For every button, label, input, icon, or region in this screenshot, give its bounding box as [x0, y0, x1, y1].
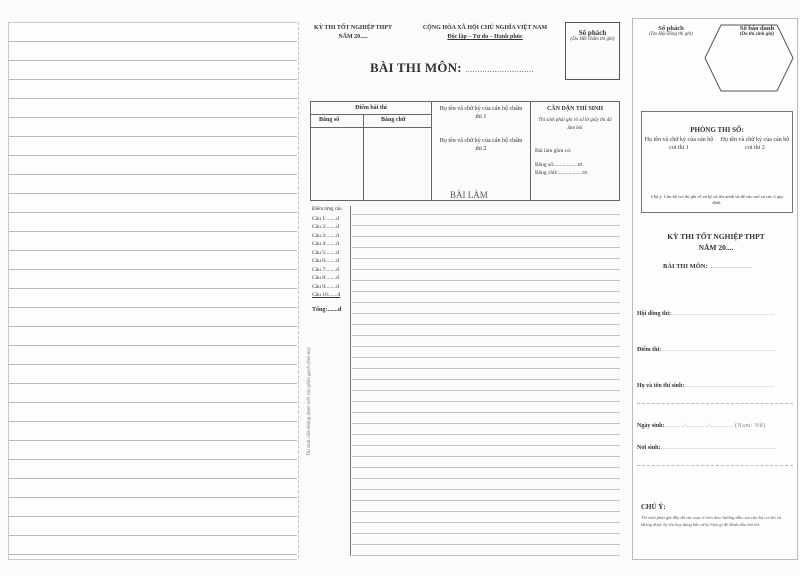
exam-heading: KỲ THI TỐT NGHIỆP THPT NĂM 20..... [314, 25, 392, 40]
score-table [310, 101, 620, 201]
question-score: Câu 7:.......đ [312, 266, 339, 273]
question-score: Câu 5:.......đ [312, 249, 339, 256]
field-ho-ten-thi-sinh: Họ và tên thí sinh:............................................. [637, 383, 775, 389]
question-score: Câu 2:.......đ [312, 224, 339, 230]
question-score: Câu 4:.......đ [312, 241, 339, 247]
score-column: Điểm bài thi Bằng số Bằng chữ [311, 102, 432, 200]
question-score: Câu 8:.......đ [312, 275, 339, 281]
question-score: Câu 1:.......đ [312, 215, 339, 222]
right-so-phach: Số phách (Do Hội đồng thi ghi) [649, 25, 693, 37]
field-hoi-dong-thi: Hội đồng thi:.................................................... [637, 311, 776, 317]
field-noi-sinh: Nơi sinh:.......................................................... [637, 445, 777, 451]
national-heading: CỘNG HÒA XÃ HỘI CHỦ NGHĨA VIỆT NAM Độc lập – Tự do – Hạnh phúc [422, 25, 548, 40]
question-score: Câu 3:.......đ [312, 232, 339, 239]
question-score: Câu 9:.......đ [312, 283, 339, 290]
question-scores: Điểm từng câu Câu 1:.......đ Câu 2:.......đ Câu 3:.......đ Câu 4:.......đ Câu 5:.......đ Câu 6:.......đ Câu 7:.......đ Câu 8:.......đ Câu 9:.......đ Câu 10:......đ Tổng:.......đ Thí sinh cấm không được viết vào phần gạch chéo này [310, 206, 351, 556]
examiner-column: Họ tên và chữ ký của cán bộ chấm thi 1 Họ tên và chữ ký của cán bộ chấm thi 2 [432, 102, 531, 200]
answer-sheet-center [300, 18, 625, 558]
answer-lines [352, 204, 620, 556]
question-score: Câu 10:......đ [312, 292, 341, 298]
phong-thi-box: PHÒNG THI SỐ: Họ tên và chữ ký của cán bộ coi thi 1 Họ tên và chữ ký của cán bộ coi thi 2 Chú ý: Cán bộ coi thi ghi rõ và ký và tên mình và để vào nơi và các ô quy định. [641, 111, 793, 213]
so-bao-danh: Số báo danh (Do thí sinh ghi) [739, 25, 775, 37]
question-score: Câu 6:.......đ [312, 258, 339, 264]
lined-answer-page [8, 22, 297, 560]
subject-title: BÀI THI MÔN: ............................ [370, 60, 534, 75]
total-score: Tổng:.......đ [312, 306, 342, 313]
field-diem-thi: Điểm thi:.......................................................... [637, 347, 778, 353]
field-ngay-sinh: Ngày sinh:........../.........../............(Nam/ Nữ) [637, 423, 766, 429]
chu-y-note: CHÚ Ý: Thí sinh phải ghi đầy đủ các mục ở trên theo hướng dẫn của cán bộ coi thi và không được ký tên hay dùng bất cứ ký hiệu gì để đánh dấu bài thi. [641, 503, 781, 527]
instructions-column: CĂN DẶN THÍ SINH Thí sinh phải ghi rõ số tờ giấy thi đã làm bài Bài làm gồm có: Bằng số:.................tờ. Bằng chữ:..................tờ. [535, 106, 612, 176]
bai-lam-title: BÀI LÀM [450, 190, 488, 200]
vertical-note: Thí sinh cấm không được viết vào phần gạch chéo này [307, 347, 312, 456]
so-phach-box: Số phách (Do HĐ chấm thi ghi) [565, 22, 620, 80]
right-exam-heading: KỲ THI TỐT NGHIỆP THPT NĂM 20.... BÀI THI MÔN: .......................... [663, 232, 765, 270]
detachable-header-sheet [632, 18, 798, 560]
